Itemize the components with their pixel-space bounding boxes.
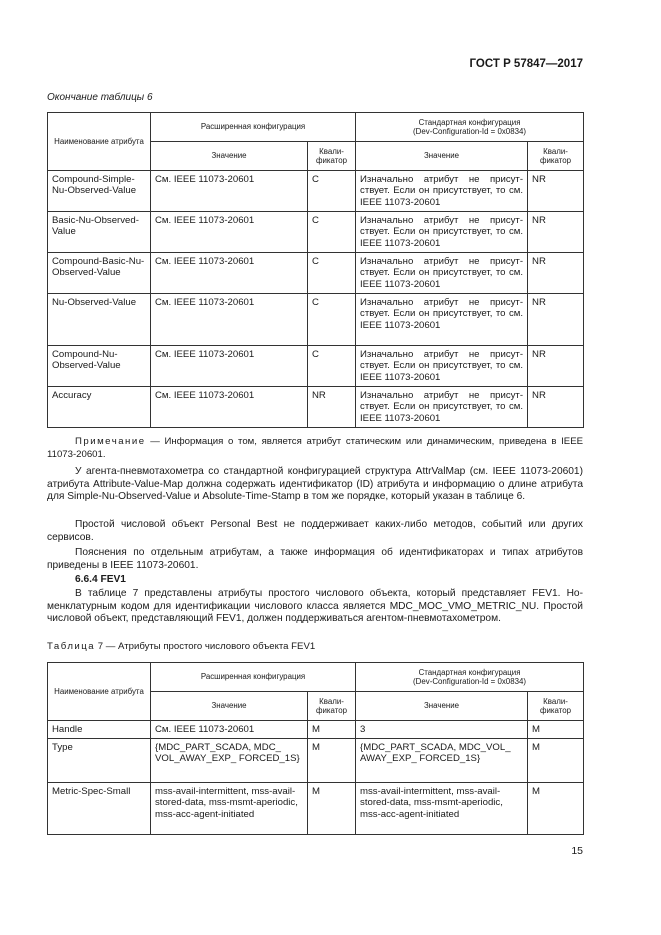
ext-value-cell: mss-avail-intermittent, mss-avail-stored-data, mss-msmt-aperiodic, mss-acc-agent-initiated [151, 783, 308, 835]
attribute-name-cell: Compound-Basic-Nu-Observed-Value [48, 253, 151, 294]
table-7 [47, 662, 584, 835]
attribute-name-cell: Nu-Observed-Value [48, 294, 151, 346]
header-ext-qualifier: Квали-фикатор [308, 692, 356, 721]
header-std-qualifier: Квали-фикатор [528, 142, 584, 171]
std-value-cell: Изначально атрибут не присут-ствует. Если он присутствует, то см. IEEE 11073-20601 [356, 387, 528, 428]
table-row [48, 739, 584, 783]
table-row [48, 721, 584, 739]
header-standard-config-id: (Dev-Configuration-Id = 0x0834) [413, 677, 526, 686]
table-row [48, 253, 584, 294]
table-row [48, 294, 584, 346]
attribute-name-cell: Compound-Nu-Observed-Value [48, 346, 151, 387]
header-standard-config-title: Стандартная конфигурация [418, 117, 521, 127]
std-qualifier-cell: NR [528, 212, 584, 253]
ext-qualifier-cell: C [308, 171, 356, 212]
std-value-cell: Изначально атрибут не присут-ствует. Если он присутствует, то см. IEEE 11073-20601 [356, 294, 528, 346]
attribute-name-cell: Basic-Nu-Observed-Value [48, 212, 151, 253]
header-ext-value: Значение [151, 142, 308, 171]
table-note [47, 436, 583, 461]
paragraph: В таблице 7 представлены атрибуты простого числового объекта, который представляет FEV1. Но-менклатурным кодом для идентификации числового класса является MDC_MOC_VMO_METRIC_NU. Простой числовой объект, представляющий FEV1, должен поддерживаться агентом-пневмотахометром. [47, 588, 583, 625]
ext-qualifier-cell: M [308, 721, 356, 739]
header-attribute-name: Наименование атрибута [48, 663, 151, 721]
header-standard-config [356, 663, 584, 692]
ext-value-cell: См. IEEE 11073-20601 [151, 171, 308, 212]
paragraph: Пояснения по отдельным атрибутам, а также информация об идентификаторах и типах атрибутов приведены в IEEE 11073-20601. [47, 547, 583, 571]
std-qualifier-cell: M [528, 721, 584, 739]
table-row [48, 783, 584, 835]
ext-qualifier-cell: M [308, 783, 356, 835]
header-standard-config [356, 113, 584, 142]
attribute-name-cell: Accuracy [48, 387, 151, 428]
std-value-cell: {MDC_PART_SCADA, MDC_VOL_ AWAY_EXP_ FORCED_1S} [356, 739, 528, 783]
ext-qualifier-cell: C [308, 212, 356, 253]
std-value-cell: Изначально атрибут не присут-ствует. Если он присутствует, то см. IEEE 11073-20601 [356, 212, 528, 253]
table-row [48, 212, 584, 253]
std-qualifier-cell: NR [528, 171, 584, 212]
std-value-cell: Изначально атрибут не присут-ствует. Если он присутствует, то см. IEEE 11073-20601 [356, 346, 528, 387]
attribute-name-cell: Metric-Spec-Small [48, 783, 151, 835]
header-std-qualifier: Квали-фикатор [528, 692, 584, 721]
table-7-caption-label: Таблица [47, 641, 96, 652]
attribute-name-cell: Compound-Simple-Nu-Observed-Value [48, 171, 151, 212]
ext-value-cell: См. IEEE 11073-20601 [151, 212, 308, 253]
header-ext-value: Значение [151, 692, 308, 721]
table-6-caption: Окончание таблицы 6 [47, 92, 153, 103]
table-6 [47, 112, 584, 428]
header-standard-config-id: (Dev-Configuration-Id = 0x0834) [413, 127, 526, 136]
ext-value-cell: См. IEEE 11073-20601 [151, 253, 308, 294]
attribute-name-cell: Handle [48, 721, 151, 739]
ext-qualifier-cell: C [308, 253, 356, 294]
ext-value-cell: См. IEEE 11073-20601 [151, 387, 308, 428]
table-7-caption-text: 7 — Атрибуты простого числового объекта FEV1 [95, 641, 316, 652]
table-row [48, 171, 584, 212]
note-text: — Информация о том, является атрибут статическим или динамическим, приведена в IEEE 11073-20601. [47, 436, 583, 460]
ext-qualifier-cell: NR [308, 387, 356, 428]
table-row [48, 387, 584, 428]
ext-qualifier-cell: M [308, 739, 356, 783]
ext-qualifier-cell: C [308, 294, 356, 346]
page-number: 15 [571, 845, 583, 857]
section-heading: 6.6.4 FEV1 [75, 574, 126, 585]
header-extended-config: Расширенная конфигурация [151, 113, 356, 142]
std-qualifier-cell: M [528, 783, 584, 835]
std-qualifier-cell: M [528, 739, 584, 783]
ext-value-cell: {MDC_PART_SCADA, MDC_ VOL_AWAY_EXP_ FORCED_1S} [151, 739, 308, 783]
std-value-cell: Изначально атрибут не присут-ствует. Если он присутствует, то см. IEEE 11073-20601 [356, 171, 528, 212]
std-qualifier-cell: NR [528, 346, 584, 387]
header-std-value: Значение [356, 692, 528, 721]
header-extended-config: Расширенная конфигурация [151, 663, 356, 692]
header-std-value: Значение [356, 142, 528, 171]
std-qualifier-cell: NR [528, 387, 584, 428]
header-standard-config-title: Стандартная конфигурация [418, 667, 521, 677]
header-ext-qualifier: Квали-фикатор [308, 142, 356, 171]
header-attribute-name: Наименование атрибута [48, 113, 151, 171]
ext-value-cell: См. IEEE 11073-20601 [151, 294, 308, 346]
std-qualifier-cell: NR [528, 294, 584, 346]
std-value-cell: mss-avail-intermittent, mss-avail-stored-data, mss-msmt-aperiodic, mss-acc-agent-initiated [356, 783, 528, 835]
table-7-caption [47, 641, 315, 652]
attribute-name-cell: Type [48, 739, 151, 783]
paragraph: У агента-пневмотахометра со стандартной конфигурацией структура AttrValMap (см. IEEE 11073-20601) атрибута Attribute-Value-Map должна содержать идентификатор (ID) атрибута и информацию о длине атрибута для Simple-Nu-Observed-Value и Absolute-Time-Stamp в том же порядке, который указан в таблице 6. [47, 466, 583, 503]
std-qualifier-cell: NR [528, 253, 584, 294]
std-value-cell: Изначально атрибут не присут-ствует. Если он присутствует, то см. IEEE 11073-20601 [356, 253, 528, 294]
paragraph: Простой числовой объект Personal Best не поддерживает каких-либо методов, событий или других сервисов. [47, 519, 583, 543]
std-value-cell: 3 [356, 721, 528, 739]
document-code: ГОСТ Р 57847—2017 [469, 58, 583, 70]
table-row [48, 346, 584, 387]
note-label: Примечание [75, 436, 146, 447]
ext-value-cell: См. IEEE 11073-20601 [151, 346, 308, 387]
ext-value-cell: См. IEEE 11073-20601 [151, 721, 308, 739]
ext-qualifier-cell: C [308, 346, 356, 387]
